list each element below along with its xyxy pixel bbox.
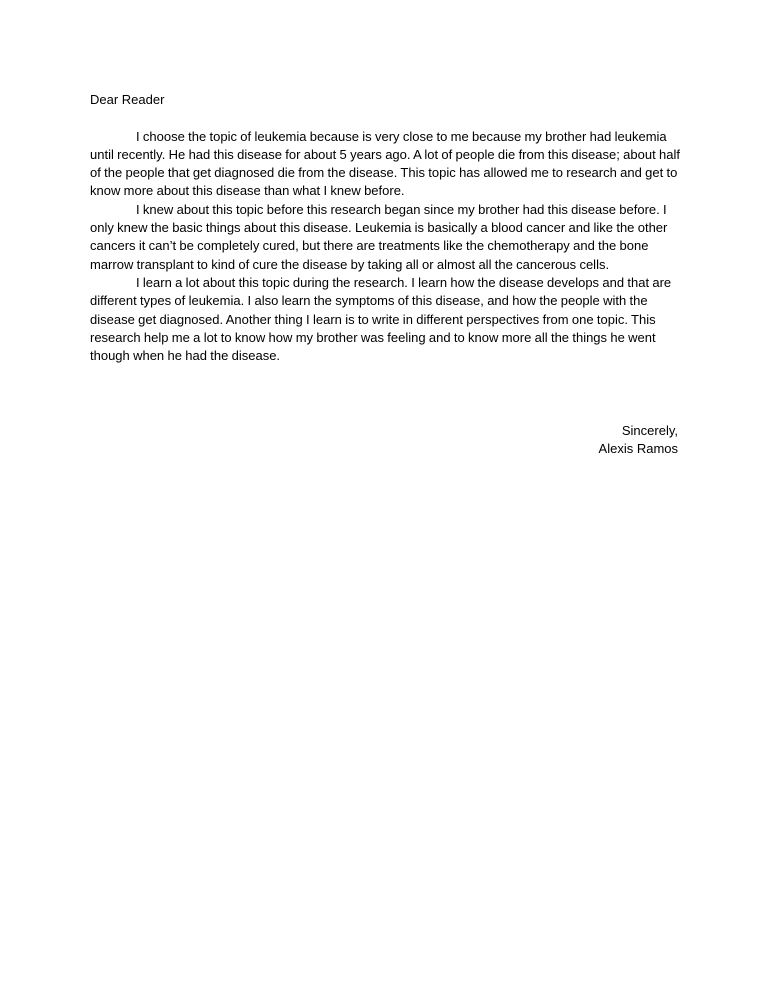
salutation: Dear Reader bbox=[90, 92, 165, 107]
letter-body bbox=[90, 91, 680, 365]
blank-line bbox=[90, 109, 680, 127]
paragraph-2: I knew about this topic before this research began since my brother had this disease before. I only knew the basic things about this disease. Leukemia is basically a blood cancer and like the other cancers it can’t be completely cured, but there are treatments like the chemotherapy and the bone marrow transplant to kind of cure the disease by taking all or almost all the cancerous cells. bbox=[90, 201, 668, 272]
paragraph-3: I learn a lot about this topic during the research. I learn how the disease develops and that are different types of leukemia. I also learn the symptoms of this disease, and how the people with the disease get diagnosed. Another thing I learn is to write in different perspectives from one topic. This research help me a lot to know how my brother was feeling and to know more all the things he went though when he had the disease. bbox=[90, 274, 672, 364]
signature-name: Alexis Ramos bbox=[598, 441, 678, 457]
letter-closing bbox=[599, 422, 678, 459]
closing-phrase: Sincerely, bbox=[621, 423, 678, 438]
paragraph-1: I choose the topic of leukemia because is very close to me because my brother had leukemia until recently. He had this disease for about 5 years ago. A lot of people die from this disease; about half of the people that get diagnosed die from the disease. This topic has allowed me to research and get to know more about this disease than what I knew before. bbox=[90, 128, 680, 199]
